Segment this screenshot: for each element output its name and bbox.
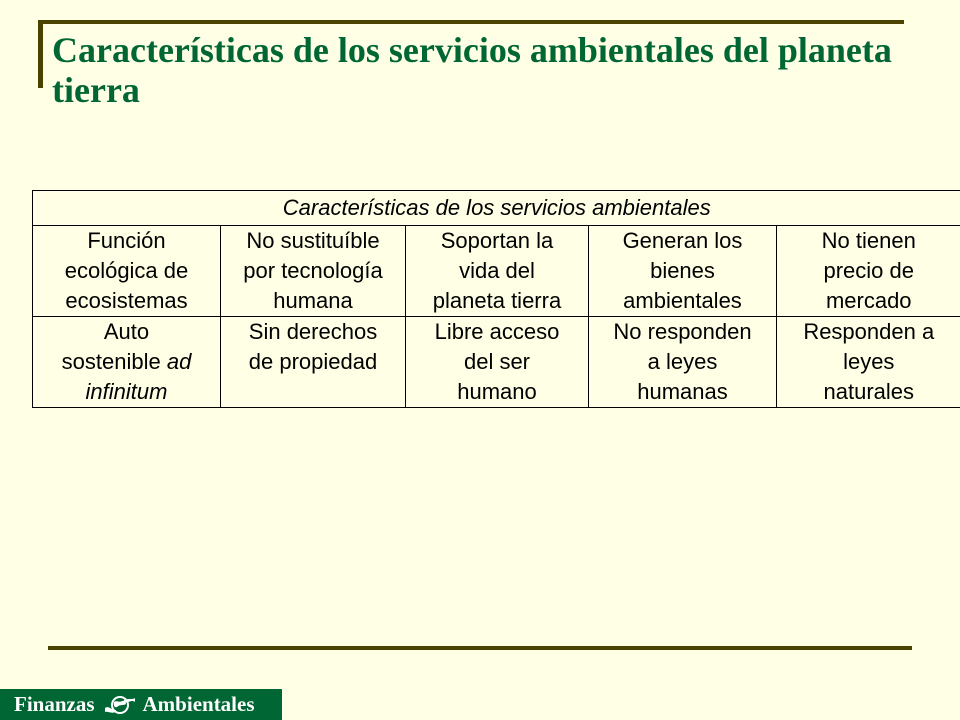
cell-line: Soportan la [440,228,554,253]
cell-text-italic: ad [166,349,192,374]
table-row [33,226,960,317]
cell-line: del ser [463,349,531,374]
cell-line: No responden [613,319,752,344]
table-cell [406,226,589,317]
logo-word-finanzas: Finanzas [14,692,95,716]
cell-line: planeta tierra [432,288,562,313]
table-cell [33,226,221,317]
logo-word-ambientales: Ambientales [142,692,255,716]
table-header-row [33,191,960,226]
finanzas-ambientales-logo [0,689,282,720]
cell-line: por tecnología [243,258,383,283]
cell-line: Función [87,228,166,253]
table-cell [589,317,777,408]
globe-hands-icon [103,693,137,717]
cell-line: ecológica de [64,258,189,283]
cell-line: humana [273,288,353,313]
table-cell [221,317,406,408]
cell-line: mercado [825,288,912,313]
cell-line: humano [457,379,537,404]
table-cell [221,226,406,317]
table-header: Características de los servicios ambientales [33,191,960,226]
table-cell [777,226,960,317]
cell-line: leyes [843,349,895,374]
cell-line: precio de [823,258,915,283]
table-cell [406,317,589,408]
footer-rule [48,646,912,650]
cell-line: ambientales [623,288,742,313]
page-title: Características de los servicios ambientales del planeta tierra [52,30,892,110]
cell-line: No sustituíble [246,228,380,253]
cell-line [35,347,218,377]
cell-line: vida del [459,258,535,283]
title-top-rule [38,20,904,24]
cell-line: humanas [637,379,728,404]
cell-line: a leyes [647,349,718,374]
cell-line: bienes [650,258,715,283]
cell-text: sostenible [61,349,161,374]
cell-line: Responden a [803,319,935,344]
table-cell [33,317,221,408]
cell-line: de propiedad [248,349,378,374]
cell-line: No tienen [821,228,916,253]
services-table [32,190,960,408]
cell-line: Auto [103,319,150,344]
cell-line: ecosistemas [65,288,188,313]
cell-line: Sin derechos [248,319,378,344]
title-left-rule [38,20,43,88]
table-cell [589,226,777,317]
cell-line: Libre acceso [434,319,560,344]
cell-line: Generan los [622,228,743,253]
table-cell [777,317,960,408]
table-row [33,317,960,408]
cell-line: naturales [823,379,915,404]
cell-line: infinitum [85,379,168,404]
